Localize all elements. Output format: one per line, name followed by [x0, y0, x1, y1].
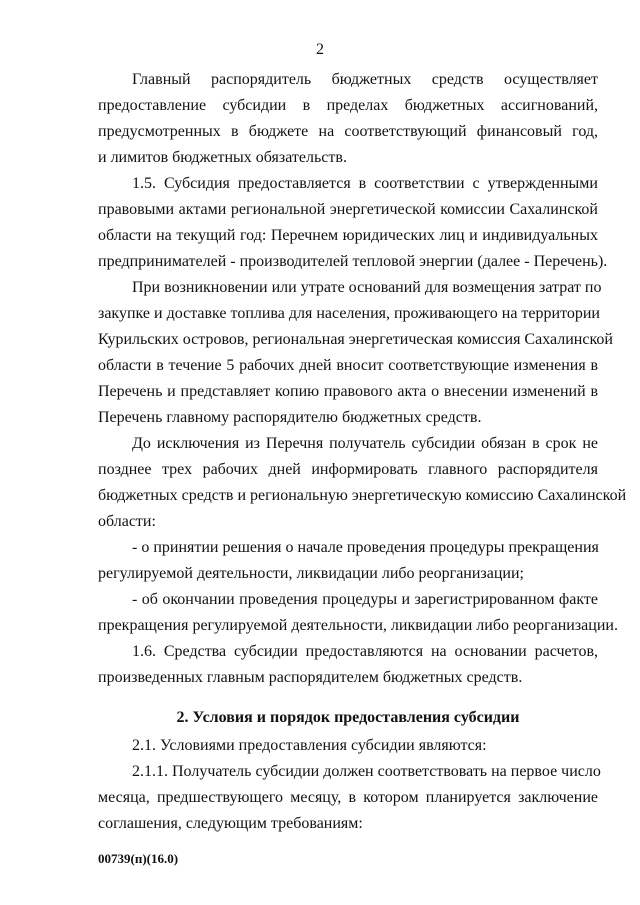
text-line: произведенных главным распорядителем бюджетных средств. [98, 669, 523, 686]
text-line: При возникновении или утрате оснований для возмещения затрат по [132, 279, 602, 296]
text-line: регулируемой деятельности, ликвидации либо реорганизации; [98, 565, 524, 582]
text-line: бюджетных средств и региональную энергетическую комиссию Сахалинской [98, 487, 627, 504]
text-line: - о принятии решения о начале проведения процедуры прекращения [132, 539, 599, 556]
text-line: предпринимателей - производителей тепловой энергии (далее - Перечень). [98, 253, 608, 270]
text-line: предоставление субсидии в пределах бюджетных ассигнований, [98, 97, 598, 114]
text-line: Главный распорядитель бюджетных средств осуществляет [132, 71, 598, 88]
document-code: 00739(п)(16.0) [98, 851, 179, 866]
text-line: и лимитов бюджетных обязательств. [98, 149, 347, 166]
text-line: 2.1. Условиями предоставления субсидии являются: [132, 737, 487, 754]
text-line: позднее трех рабочих дней информировать главного распорядителя [98, 461, 598, 478]
text-line: прекращения регулируемой деятельности, ликвидации либо реорганизации. [98, 617, 618, 634]
section-heading: 2. Условия и порядок предоставления субсидии [176, 709, 520, 726]
text-line: закупке и доставке топлива для населения, проживающего на территории [98, 305, 600, 322]
page-number: 2 [316, 41, 324, 58]
text-line: области в течение 5 рабочих дней вносит соответствующие изменения в [98, 357, 598, 374]
text-line: - об окончании проведения процедуры и зарегистрированном факте [132, 591, 598, 608]
text-line: Перечень главному распорядителю бюджетных средств. [98, 409, 482, 426]
text-line: предусмотренных в бюджете на соответствующий финансовый год, [98, 123, 598, 140]
text-line: Курильских островов, региональная энергетическая комиссия Сахалинской [98, 331, 613, 348]
text-line: До исключения из Перечня получатель субсидии обязан в срок не [132, 435, 598, 452]
text-line: 1.5. Субсидия предоставляется в соответствии с утвержденными [132, 175, 598, 192]
text-line: Перечень и представляет копию правового акта о внесении изменений в [98, 383, 598, 400]
text-line: 2.1.1. Получатель субсидии должен соответствовать на первое число [132, 763, 601, 780]
text-line: месяца, предшествующего месяцу, в котором планируется заключение [98, 789, 598, 806]
text-line: области на текущий год: Перечнем юридических лиц и индивидуальных [98, 227, 598, 244]
text-line: соглашения, следующим требованиям: [98, 815, 363, 832]
text-line: области: [98, 513, 156, 530]
text-line: правовыми актами региональной энергетической комиссии Сахалинской [98, 201, 598, 218]
text-line: 1.6. Средства субсидии предоставляются на основании расчетов, [132, 643, 598, 660]
